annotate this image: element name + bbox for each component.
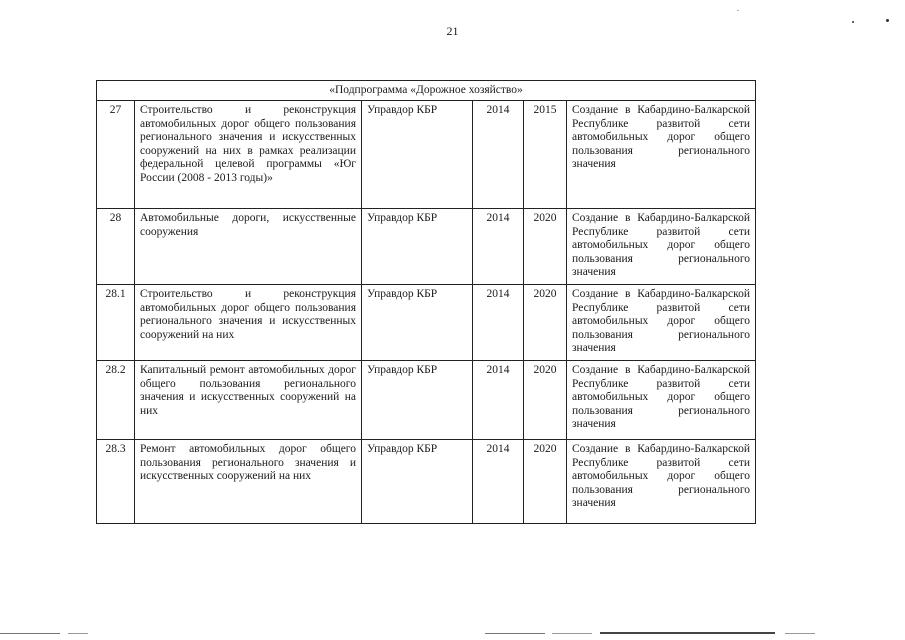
activity-name: Строительство и реконструкция автомобильных дорог общего пользования регионального значения и искусственных сооружений на них в рамках реализации федеральной целевой программы «Юг России (2008 - 2013 годы)» (135, 101, 362, 209)
table-row (97, 101, 756, 209)
start-year: 2014 (473, 361, 524, 440)
executor: Управдор КБР (362, 101, 473, 209)
table-row (97, 440, 756, 524)
activity-name: Ремонт автомобильных дорог общего пользования регионального значения и искусственных сооружений на них (135, 440, 362, 524)
row-number: 28.2 (97, 361, 135, 440)
start-year: 2014 (473, 101, 524, 209)
expected-result: Создание в Кабардино-Балкарской Республике развитой сети автомобильных дорог общего пользования регионального значения (567, 361, 756, 440)
row-number: 28 (97, 209, 135, 285)
activity-name: Строительство и реконструкция автомобильных дорог общего пользования регионального значения и искусственных сооружений на них (135, 285, 362, 361)
activity-name: Автомобильные дороги, искусственные сооружения (135, 209, 362, 285)
subprogram-header-row (97, 81, 756, 101)
table-row (97, 361, 756, 440)
scan-edge-line (552, 633, 592, 634)
executor: Управдор КБР (362, 361, 473, 440)
end-year: 2020 (524, 440, 567, 524)
expected-result: Создание в Кабардино-Балкарской Республике развитой сети автомобильных дорог общего пользования регионального значения (567, 101, 756, 209)
scan-edge-line (785, 633, 815, 634)
expected-result: Создание в Кабардино-Балкарской Республике развитой сети автомобильных дорог общего пользования регионального значения (567, 285, 756, 361)
table-row (97, 285, 756, 361)
start-year: 2014 (473, 440, 524, 524)
expected-result: Создание в Кабардино-Балкарской Республике развитой сети автомобильных дорог общего пользования регионального значения (567, 440, 756, 524)
scan-speck (886, 19, 889, 22)
activity-name: Капитальный ремонт автомобильных дорог общего пользования регионального значения и искусственных сооружений на них (135, 361, 362, 440)
scan-speck (737, 10, 739, 11)
scan-edge-line (600, 632, 775, 634)
scan-edge-line (68, 633, 88, 634)
start-year: 2014 (473, 285, 524, 361)
end-year: 2015 (524, 101, 567, 209)
end-year: 2020 (524, 209, 567, 285)
row-number: 28.3 (97, 440, 135, 524)
start-year: 2014 (473, 209, 524, 285)
executor: Управдор КБР (362, 209, 473, 285)
page-number: 21 (446, 24, 459, 38)
scan-speck (852, 21, 854, 23)
end-year: 2020 (524, 285, 567, 361)
end-year: 2020 (524, 361, 567, 440)
table-row (97, 209, 756, 285)
executor: Управдор КБР (362, 440, 473, 524)
row-number: 27 (97, 101, 135, 209)
expected-result: Создание в Кабардино-Балкарской Республике развитой сети автомобильных дорог общего пользования регионального значения (567, 209, 756, 285)
subprogram-table (96, 80, 756, 524)
scan-edge-line (0, 633, 60, 634)
executor: Управдор КБР (362, 285, 473, 361)
scan-edge-line (485, 633, 545, 634)
row-number: 28.1 (97, 285, 135, 361)
subprogram-title: «Подпрограмма «Дорожное хозяйство» (97, 81, 756, 101)
